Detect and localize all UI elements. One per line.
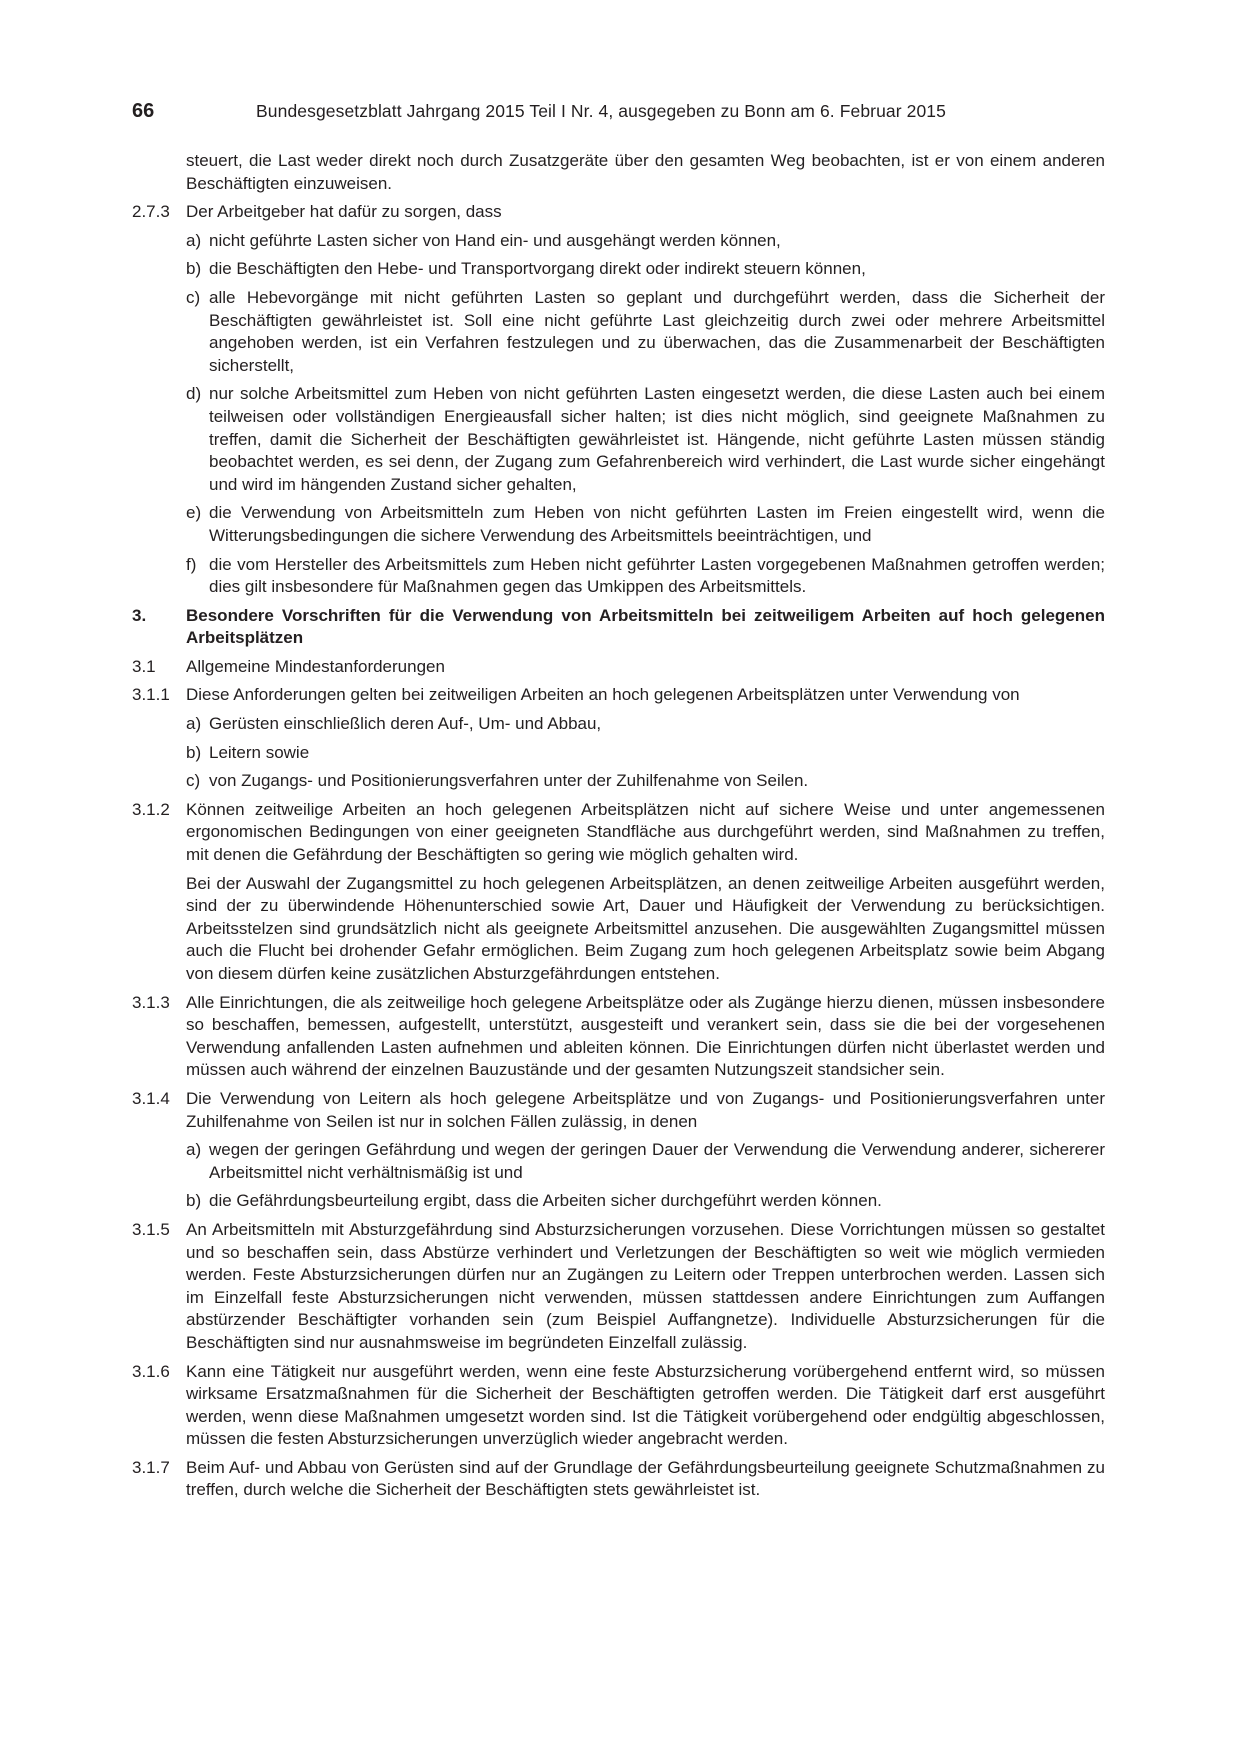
section-text: An Arbeitsmitteln mit Absturzgefährdung sind Absturzsicherungen vorzusehen. Diese Vorrichtungen müssen so gestaltet und so beschaffen sein, dass Abstürze verhindert und Verletzungen der Beschäftigten so weit wie möglich vermieden werden. Feste Absturzsicherungen dürfen nur an Zugängen zu Leitern oder Treppen unterbrochen werden. Lassen sich im Einzelfall feste Absturzsicherungen nicht verwenden, müssen stattdessen andere Einrichtungen zum Auffangen abstürzender Beschäftigter vorhanden sein (zum Beispiel Auffangnetze). Individuelle Absturzsicherungen für die Beschäftigten sind nur ausnahmsweise im begründeten Einzelfall zulässig. xyxy=(186,1219,1105,1352)
item-label: f) xyxy=(186,554,197,574)
item-label: d) xyxy=(186,384,202,404)
document-body xyxy=(132,150,1105,1508)
item-label: c) xyxy=(186,771,201,791)
section-text: Diese Anforderungen gelten bei zeitweiligen Arbeiten an hoch gelegenen Arbeitsplätzen unter Verwendung von xyxy=(186,685,1020,705)
section-heading: Besondere Vorschriften für die Verwendung von Arbeitsmitteln bei zeitweiligem Arbeiten auf hoch gelegenen Arbeitsplätzen xyxy=(186,605,1105,648)
section-text: Der Arbeitgeber hat dafür zu sorgen, dass xyxy=(186,202,502,222)
list-item xyxy=(186,770,1105,793)
section-number: 3.1 xyxy=(132,656,156,676)
section-3-1-6 xyxy=(132,1361,1105,1451)
item-text: wegen der geringen Gefährdung und wegen der geringen Dauer der Verwendung die Verwendung anderer, sichererer Arbeitsmittel nicht verhältnismäßig ist und xyxy=(209,1140,1105,1182)
section-3-1-5 xyxy=(132,1219,1105,1355)
section-3-1-1 xyxy=(132,684,1105,707)
list-item xyxy=(186,258,1105,281)
section-number: 3.1.5 xyxy=(132,1219,170,1239)
section-text: Beim Auf- und Abbau von Gerüsten sind auf der Grundlage der Gefährdungsbeurteilung geeignete Schutzmaßnahmen zu treffen, durch welche die Sicherheit der Beschäftigten stets gewährleistet ist. xyxy=(186,1457,1105,1500)
section-text: Können zeitweilige Arbeiten an hoch gelegenen Arbeitsplätzen nicht auf sichere Weise und unter angemessenen ergonomischen Bedingungen von einer geeigneten Standfläche aus durchgeführt werden, sind Maßnahmen zu treffen, mit denen die Gefährdung der Beschäftigten so gering wie möglich gehalten wird. xyxy=(186,799,1105,865)
list-item xyxy=(186,713,1105,736)
section-paragraph: Bei der Auswahl der Zugangsmittel zu hoch gelegenen Arbeitsplätzen, an denen zeitweilige Arbeiten ausgeführt werden, sind der zu überwindende Höhenunterschied sowie Art, Dauer und Häufigkeit der Verwendung zu berücksichtigen. Arbeitsstelzen sind grundsätzlich nicht als geeignete Arbeitsmittel anzusehen. Die ausgewählten Zugangsmittel müssen auch die Flucht bei drohender Gefahr ermöglichen. Beim Zugang zum hoch gelegenen Arbeitsplatz sowie beim Abgang von diesem dürfen keine zusätzlichen Absturzgefährdungen entstehen. xyxy=(186,873,1105,983)
section-3-1-4 xyxy=(132,1088,1105,1133)
list-item xyxy=(186,1139,1105,1184)
section-number: 3.1.3 xyxy=(132,992,170,1012)
running-head: Bundesgesetzblatt Jahrgang 2015 Teil I Nr. 4, ausgegeben zu Bonn am 6. Februar 2015 xyxy=(256,101,946,121)
section-number: 3.1.6 xyxy=(132,1361,170,1381)
list-item xyxy=(186,383,1105,496)
item-label: a) xyxy=(186,230,202,250)
item-label: e) xyxy=(186,503,202,523)
item-label: b) xyxy=(186,259,202,279)
section-number: 2.7.3 xyxy=(132,202,170,222)
continuation-paragraph: steuert, die Last weder direkt noch durch Zusatzgeräte über den gesamten Weg beobachten, ist er von einem anderen Beschäftigten einzuweisen. xyxy=(186,151,1105,193)
item-text: Leitern sowie xyxy=(209,742,310,762)
list-item xyxy=(186,742,1105,765)
item-text: die Verwendung von Arbeitsmitteln zum Heben von nicht geführten Lasten im Freien eingestellt wird, wenn die Witterungsbedingungen die sichere Verwendung des Arbeitsmittels beeinträchtigen, und xyxy=(209,503,1105,545)
section-title: Allgemeine Mindestanforderungen xyxy=(186,656,445,676)
item-text: die vom Hersteller des Arbeitsmittels zum Heben nicht geführter Lasten vorgegebenen Maßnahmen getroffen werden; dies gilt insbesondere für Maßnahmen gegen das Umkippen des Arbeitsmittels. xyxy=(209,554,1105,597)
section-3-1 xyxy=(132,656,1105,679)
list-item xyxy=(186,554,1105,599)
section-number: 3.1.2 xyxy=(132,799,170,819)
item-text: Gerüsten einschließlich deren Auf-, Um- und Abbau, xyxy=(209,714,602,734)
item-text: alle Hebevorgänge mit nicht geführten Lasten so geplant und durchgeführt werden, dass die Sicherheit der Beschäftigten gewährleistet ist. Soll eine nicht geführte Last gleichzeitig durch zwei oder mehrere Arbeitsmittel angehoben werden, ist ein Verfahren festzulegen und zu überwachen, das die Zusammenarbeit der Beschäftigten sicherstellt, xyxy=(209,287,1105,375)
list-item xyxy=(186,502,1105,547)
section-text: Alle Einrichtungen, die als zeitweilige hoch gelegene Arbeitsplätze oder als Zugänge hierzu dienen, müssen insbesondere so beschaffen, bemessen, aufgestellt, unterstützt, ausgesteift und verankert sein, dass sie die bei der vorgesehenen Verwendung anfallenden Lasten aufnehmen und ableiten können. Die Einrichtungen dürfen nicht überlastet werden und müssen auch während der einzelnen Bauzustände und der gesamten Nutzungszeit standsicher sein. xyxy=(186,992,1105,1080)
section-3-1-7 xyxy=(132,1457,1105,1502)
page-header xyxy=(132,100,1109,128)
item-label: a) xyxy=(186,1140,202,1160)
page-number: 66 xyxy=(132,100,155,122)
section-3-1-3 xyxy=(132,992,1105,1082)
item-text: die Beschäftigten den Hebe- und Transportvorgang direkt oder indirekt steuern können, xyxy=(209,259,866,279)
section-number: 3.1.1 xyxy=(132,685,170,705)
list-item xyxy=(186,230,1105,253)
section-text: Die Verwendung von Leitern als hoch gelegene Arbeitsplätze und von Zugangs- und Positionierungsverfahren unter Zuhilfenahme von Seilen ist nur in solchen Fällen zulässig, in denen xyxy=(186,1088,1105,1131)
item-label: a) xyxy=(186,714,202,734)
section-3-heading xyxy=(132,605,1105,650)
section-number: 3.1.7 xyxy=(132,1457,170,1477)
item-label: b) xyxy=(186,742,202,762)
item-label: c) xyxy=(186,287,201,307)
section-2-7-3 xyxy=(132,201,1105,224)
item-text: von Zugangs- und Positionierungsverfahren unter der Zuhilfenahme von Seilen. xyxy=(209,771,809,791)
list-item xyxy=(186,287,1105,377)
item-text: nicht geführte Lasten sicher von Hand ein- und ausgehängt werden können, xyxy=(209,230,781,250)
section-number: 3.1.4 xyxy=(132,1088,170,1108)
item-label: b) xyxy=(186,1191,202,1211)
section-number: 3. xyxy=(132,605,147,625)
section-text: Kann eine Tätigkeit nur ausgeführt werden, wenn eine feste Absturzsicherung vorübergehend entfernt wird, so müssen wirksame Ersatzmaßnahmen für die Sicherheit der Beschäftigten getroffen werden. Die Tätigkeit darf erst ausgeführt werden, wenn diese Maßnahmen umgesetzt worden sind. Ist die Tätigkeit vorübergehend oder endgültig abgeschlossen, müssen die festen Absturzsicherungen unverzüglich wieder angebracht werden. xyxy=(186,1361,1105,1449)
item-text: die Gefährdungsbeurteilung ergibt, dass die Arbeiten sicher durchgeführt werden können. xyxy=(209,1191,882,1211)
list-item xyxy=(186,1190,1105,1213)
item-text: nur solche Arbeitsmittel zum Heben von nicht geführten Lasten eingesetzt werden, die diese Lasten auch bei einem teilweisen oder vollständigen Energieausfall sicher halten; ist dies nicht möglich, sind geeignete Maßnahmen zu treffen, damit die Sicherheit der Beschäftigten gewährleistet ist. Hängende, nicht geführte Lasten müssen ständig beobachtet werden, es sei denn, der Zugang zum Gefahrenbereich wird verhindert, die Last wurde sicher eingehängt und wird im hängenden Zustand sicher gehalten, xyxy=(209,384,1105,494)
section-3-1-2 xyxy=(132,799,1105,867)
